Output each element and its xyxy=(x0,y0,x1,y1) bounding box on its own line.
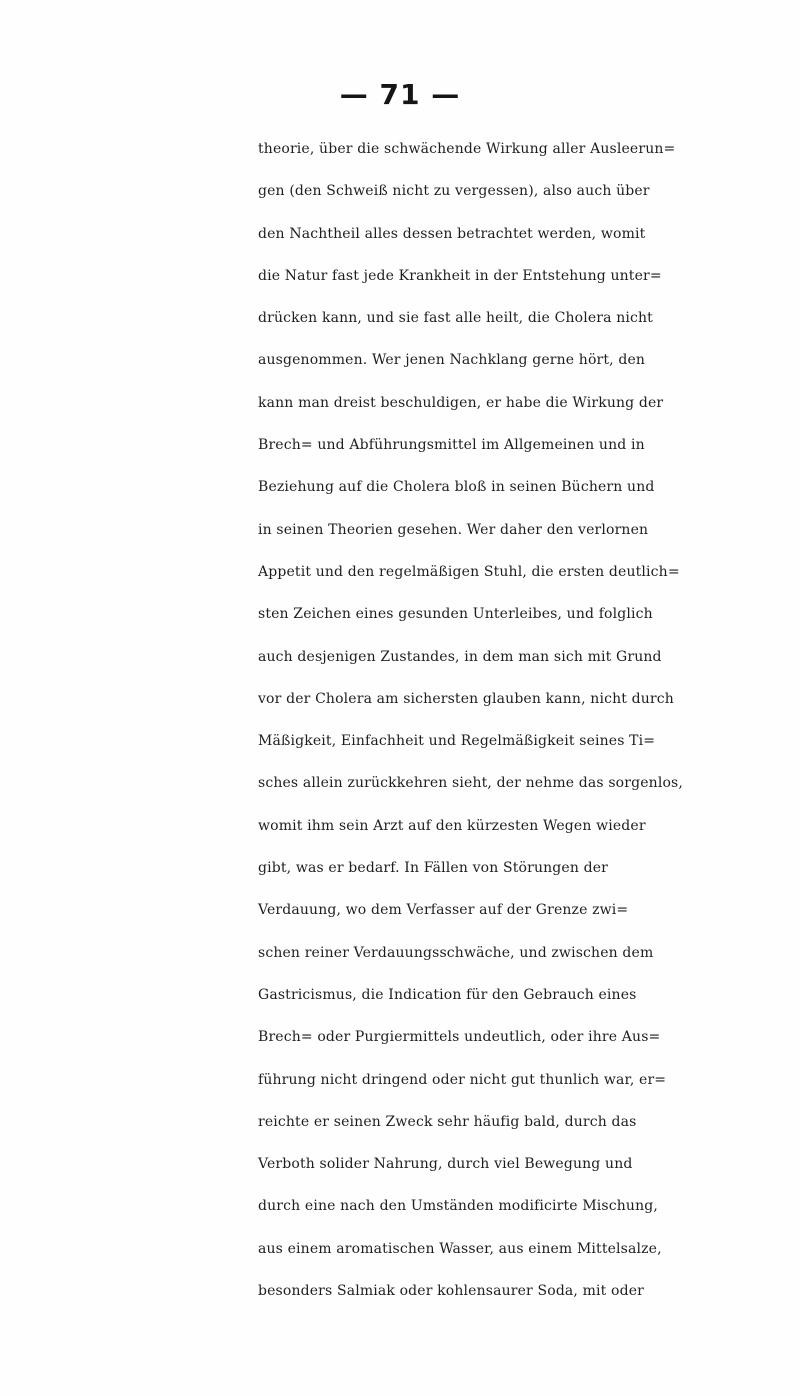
text-line: ausgenommen. Wer jenen Nachklang gerne hört, den xyxy=(258,352,646,369)
text-line: Mäßigkeit, Einfachheit und Regelmäßigkeit seines Ti= xyxy=(258,733,656,750)
text-line: gen (den Schweiß nicht zu vergessen), also auch über xyxy=(258,183,650,200)
text-line: Brech= oder Purgiermittels undeutlich, oder ihre Aus= xyxy=(258,1029,661,1046)
body-text xyxy=(258,128,800,1312)
text-line: schen reiner Verdauungsschwäche, und zwischen dem xyxy=(258,944,654,961)
text-line: in seinen Theorien gesehen. Wer daher den verlornen xyxy=(258,521,649,538)
text-line: auch desjenigen Zustandes, in dem man sich mit Grund xyxy=(258,648,662,665)
text-line: Beziehung auf die Cholera bloß in seinen Büchern und xyxy=(258,479,655,496)
text-line: Brech= und Abführungsmittel im Allgemeinen und in xyxy=(258,437,645,454)
text-line: Gastricismus, die Indication für den Gebrauch eines xyxy=(258,986,637,1003)
text-line: durch eine nach den Umständen modificirte Mischung, xyxy=(258,1198,658,1215)
text-line: sches allein zurückkehren sieht, der nehme das sorgenlos, xyxy=(258,775,683,792)
text-line: womit ihm sein Arzt auf den kürzesten Wegen wieder xyxy=(258,817,646,834)
text-line: den Nachtheil alles dessen betrachtet werden, womit xyxy=(258,225,646,242)
text-line: besonders Salmiak oder kohlensaurer Soda, mit oder xyxy=(258,1283,645,1300)
text-line: drücken kann, und sie fast alle heilt, die Cholera nicht xyxy=(258,310,653,327)
text-line: gibt, was er bedarf. In Fällen von Störungen der xyxy=(258,860,608,877)
text-line: Verdauung, wo dem Verfasser auf der Grenze zwi= xyxy=(258,902,629,919)
text-line: reichte er seinen Zweck sehr häufig bald, durch das xyxy=(258,1113,637,1130)
text-line: sten Zeichen eines gesunden Unterleibes, und folglich xyxy=(258,606,653,623)
text-line: vor der Cholera am sichersten glauben kann, nicht durch xyxy=(258,690,674,707)
text-line: aus einem aromatischen Wasser, aus einem Mittelsalze, xyxy=(258,1240,662,1257)
text-line: führung nicht dringend oder nicht gut thunlich war, er= xyxy=(258,1071,667,1088)
text-line: kann man dreist beschuldigen, er habe die Wirkung der xyxy=(258,394,664,411)
text-line: theorie, über die schwächende Wirkung aller Ausleerun= xyxy=(258,141,676,157)
text-line: Verboth solider Nahrung, durch viel Bewegung und xyxy=(258,1156,633,1173)
text-line: die Natur fast jede Krankheit in der Entstehung unter= xyxy=(258,267,662,284)
page-number: — 71 — xyxy=(339,78,461,111)
text-line: Appetit und den regelmäßigen Stuhl, die ersten deutlich= xyxy=(258,563,680,580)
